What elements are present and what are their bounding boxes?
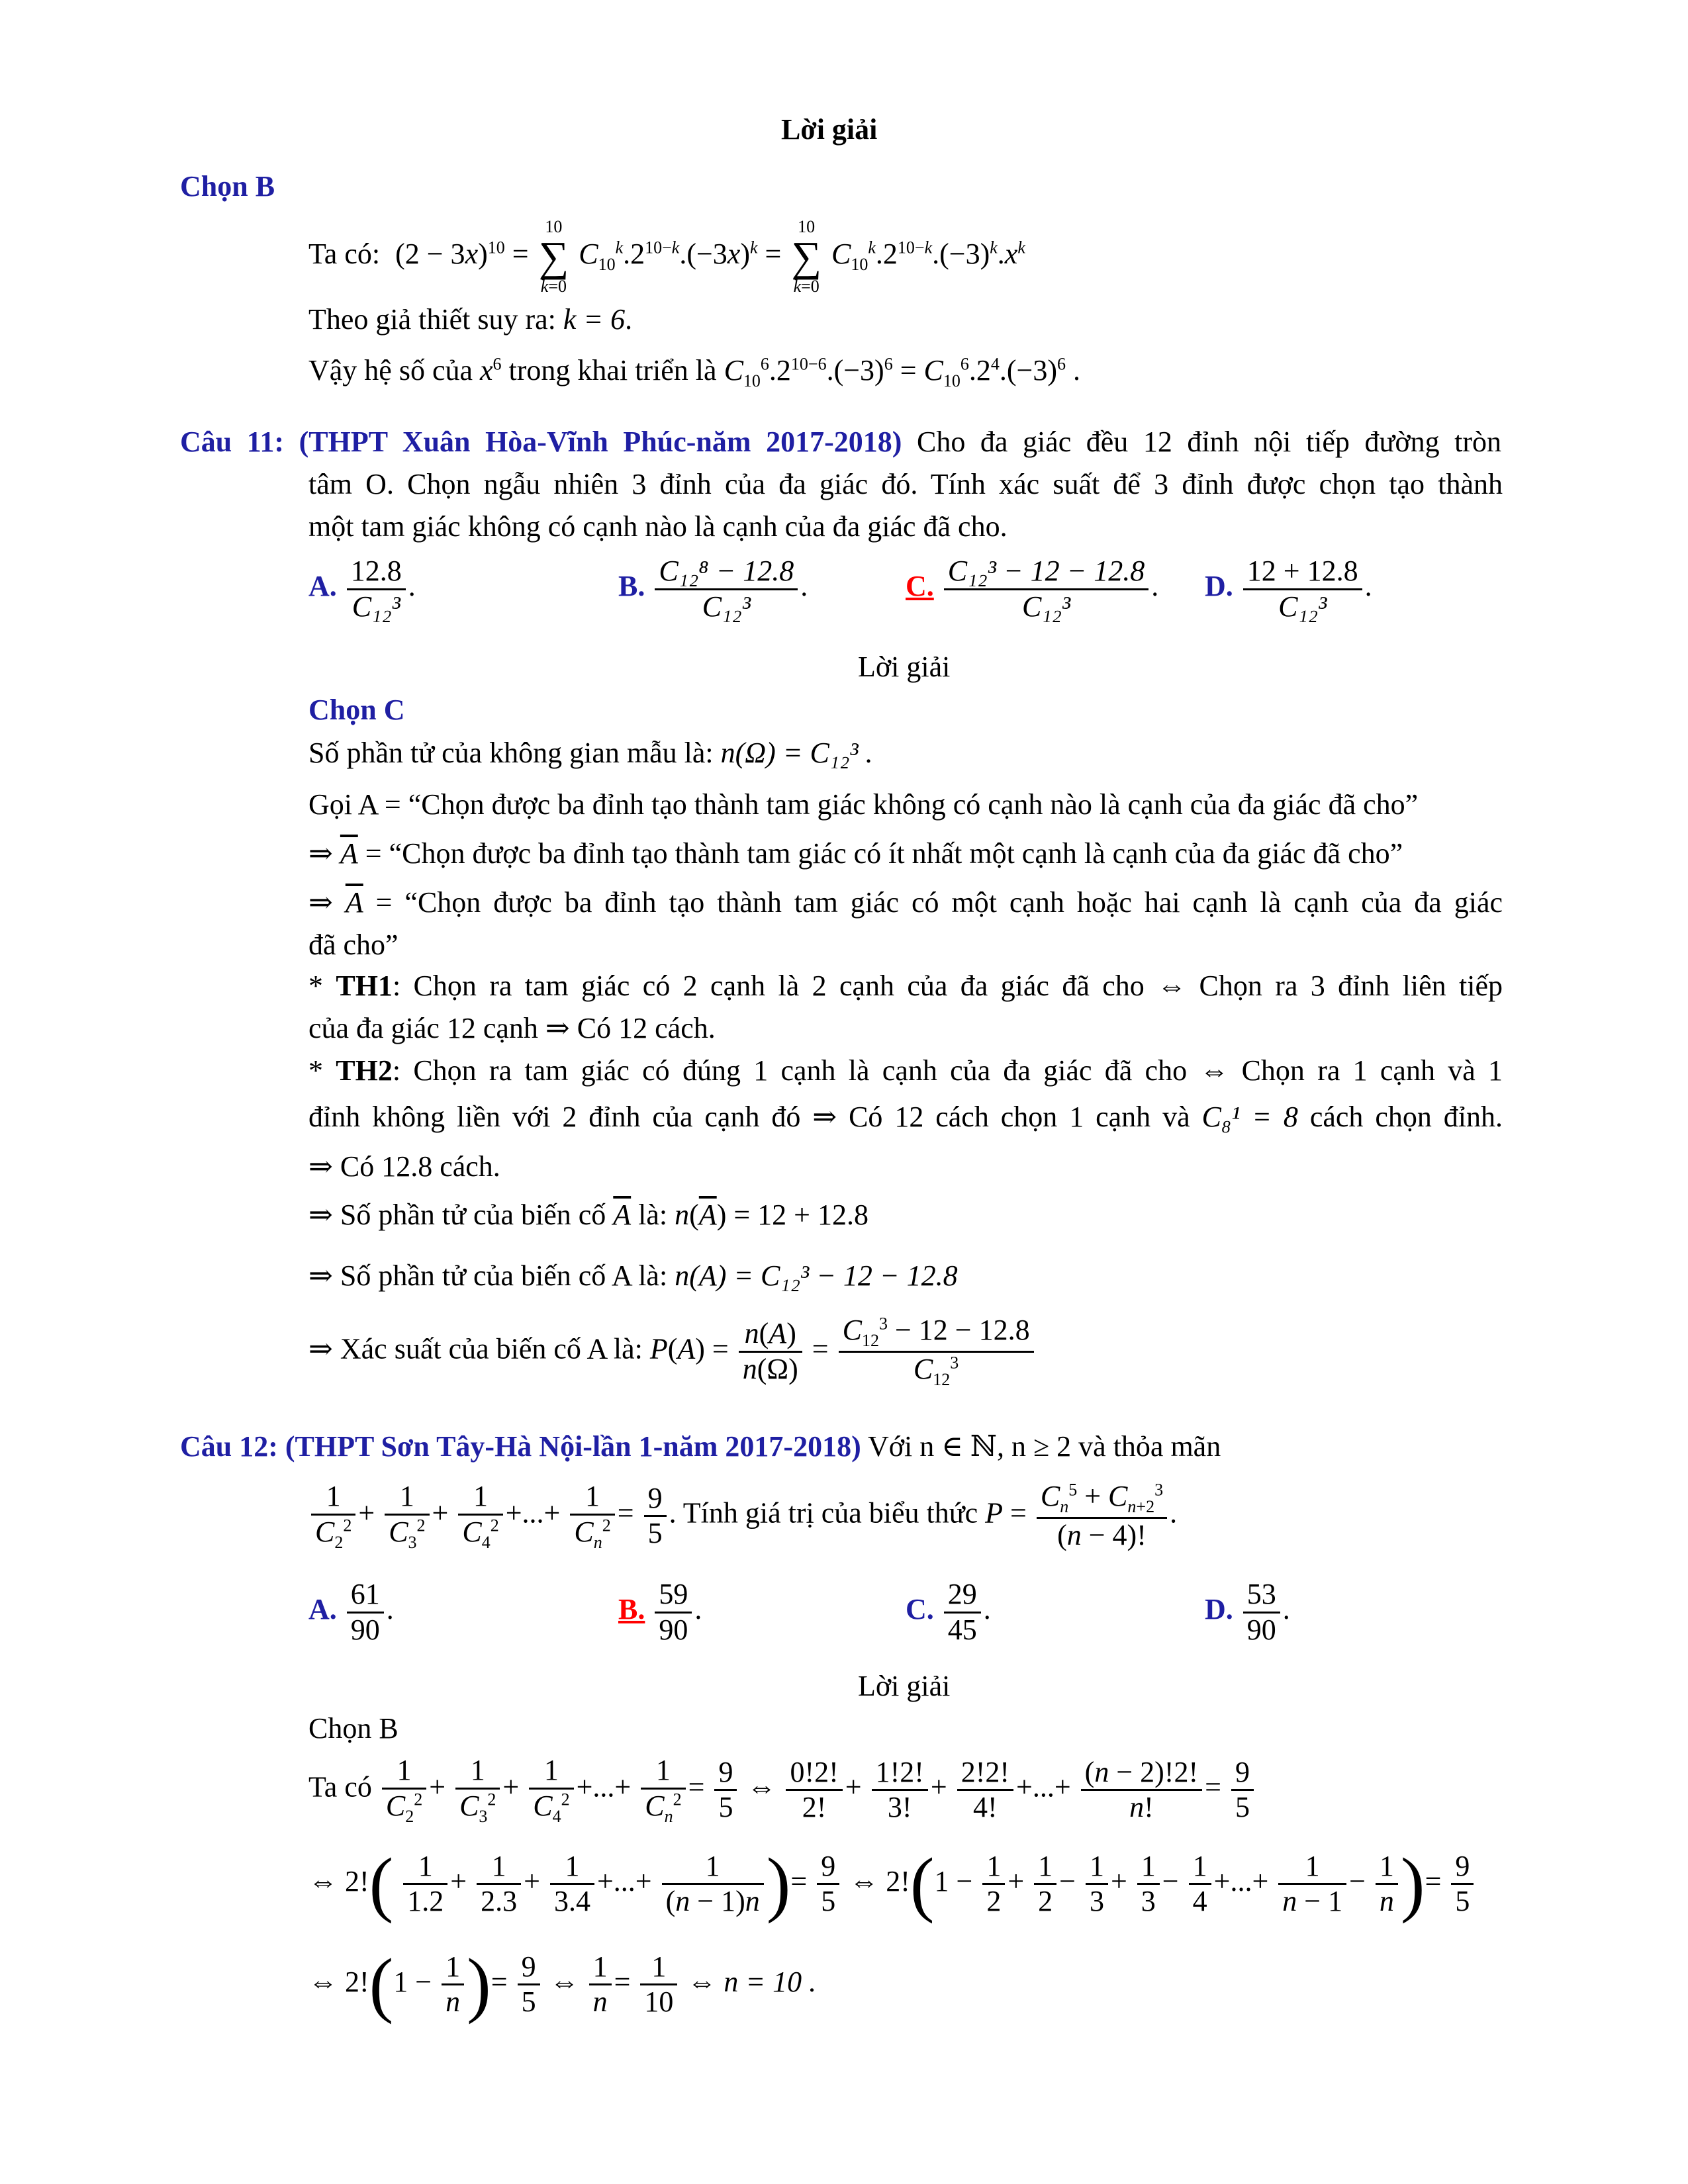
q11-s7 [308, 1257, 958, 1294]
q11-option-a-num: 12.8 [347, 555, 406, 590]
q12-option-d-key: D. [1205, 1593, 1233, 1626]
q11-source: (THPT Xuân Hòa-Vĩnh Phúc-năm 2017-2018) [299, 426, 902, 458]
prev-line3-mid: trong khai triển là [508, 354, 717, 387]
q12-option-c-den: 45 [947, 1613, 977, 1646]
q11-option-a-key: A. [308, 570, 337, 603]
q11-s4-text: = “Chọn được ba đỉnh tạo thành tam giác có một cạnh hoặc hai cạnh là cạnh của đa giác [375, 886, 1503, 919]
sum-symbol: 10 ∑ k=0 [538, 217, 569, 296]
q11-s3: ⇒ $\overline{A}$ = “Chọn được ba đỉnh tạo thành tam giác có ít nhất một cạnh là cạnh của đa giác đã cho” [308, 837, 1403, 870]
q11-th1b: của đa giác 12 cạnh ⇒ Có 12 cách. [308, 1012, 716, 1044]
q11-choose: Chọn C [308, 694, 405, 726]
prev-line2-text: Theo giả thiết suy ra: [308, 303, 556, 336]
q11-option-c-num: C₁₂³ − 12 − 12.8 [944, 555, 1149, 590]
q11-stem-2 [308, 466, 1503, 502]
q11-s1 [308, 735, 873, 771]
q11-option-d-num: 12 + 12.8 [1243, 555, 1362, 590]
q11-option-a[interactable]: A. $\frac{12.8}{\text{C₁₂³}}$ . [308, 555, 416, 623]
q11-s4b: đã cho” [308, 929, 399, 961]
q11-s8-text: ⇒ Xác suất của biến cố A là: [308, 1332, 643, 1365]
q11-option-b-den: C₁₂³ [702, 590, 751, 623]
q12-option-c-num: 29 [944, 1578, 981, 1614]
q11-option-a-den: C₁₂³ [352, 590, 400, 623]
q11-option-c-key: C. [906, 570, 934, 603]
q11-option-b-num: C₁₂⁸ − 12.8 [655, 555, 798, 590]
q12-line2-text: . Tính giá trị của biểu thức [669, 1496, 978, 1529]
q11-s8: ⇒ Xác suất của biến cố A là: P(A) = $\frac{n(A)}{n(\Omega)}$ = $\frac{C_{12}^3 - 12 - 12.8}{C_{12}^3}$ [308, 1314, 1037, 1389]
q12-label: Câu 12: [180, 1430, 278, 1463]
q11-stem [180, 424, 1504, 460]
q11-s4: ⇒ $\overline{A}$ = “Chọn được ba đỉnh tạo thành tam giác có một cạnh hoặc hai cạnh là cạnh của đa giác [308, 886, 1503, 919]
q12-option-b[interactable]: B. $\frac{59}{90}$ . [618, 1578, 702, 1646]
q12-option-d-num: 53 [1243, 1578, 1280, 1614]
q11-s7-text: ⇒ Số phần tử của biến cố A là: [308, 1259, 668, 1292]
q11-th2: * TH2: Chọn ra tam giác có đúng 1 cạnh là cạnh của đa giác đã cho ⇔ Chọn ra 1 cạnh và 1 [308, 1054, 1503, 1087]
q12-option-c-key: C. [906, 1593, 934, 1626]
q12-option-a-den: 90 [350, 1613, 380, 1646]
sum-symbol-2: 10 ∑ k=0 [791, 217, 821, 296]
th2b-end: cách chọn đỉnh. [1309, 1101, 1503, 1133]
q11-option-d-key: D. [1205, 570, 1233, 603]
prev-line3-text: Vậy hệ số của [308, 354, 473, 387]
q11-option-b[interactable]: B. $\frac{\text{C₁₂⁸ − 12.8}}{\text{C₁₂³}}$ . [618, 555, 808, 623]
q11-s1-math: n(Ω) = C₁₂³ . [720, 737, 873, 769]
q12-step3: ⇔ 2!(1 − $\frac{1}{n}$ )= $\frac{9}{5}$ ⇔ $\frac{1}{n}$ = $\frac{1}{10}$ ⇔ n = 10 . [308, 1944, 817, 2025]
q12-option-c[interactable]: C. $\frac{29}{45}$ . [906, 1578, 991, 1646]
q12-line1: Với n ∈ ℕ, n ≥ 2 và thỏa mãn [867, 1430, 1221, 1463]
q11-th1: * TH1: Chọn ra tam giác có 2 cạnh là 2 cạnh của đa giác đã cho ⇔ Chọn ra 3 đỉnh liên tiếp [308, 970, 1503, 1002]
q12-option-b-key: B. [618, 1593, 645, 1626]
q12-condition: $\frac{1}{C_2^2}$ + $\frac{1}{C_3^2}$ + $\frac{1}{C_4^2}$ +...+ $\frac{1}{C_n^2}$ = $\frac{9}{5}$ . Tính giá trị của biểu thức P = $\frac{C_n^5 + C_{n+2}^3}{(n - 4)!}$ . [308, 1480, 1177, 1552]
q11-s1-text: Số phần tử của không gian mẫu là: [308, 737, 714, 769]
q11-s6: ⇒ Số phần tử của biến cố $\overline{A}$ là: $n(\overline{A}) = 12 + 12.8$ [308, 1199, 868, 1231]
q12-step1: Ta có $\frac{1}{C_2^2}$ + $\frac{1}{C_3^2}$ + $\frac{1}{C_4^2}$ +...+ $\frac{1}{C_n^2}$ = $\frac{9}{5}$ ⇔ $\frac{0!2!}{2!}$ + $\frac{1!2!}{3!}$ + $\frac{2!2!}{4!}$ +...+ $\frac{(n - 2)!2!}{n!}$ = $\frac{9}{5}$ [308, 1754, 1256, 1826]
prev-expansion: Ta có: $(2 - 3x)^{10}$ = 10 ∑ k=0 $C_{10}^k.2^{10-k}.(-3x)^k$ = 10 ∑ k=0 $C_{10}^k.2^{10-k}.(-3)^k.x^k$ [308, 217, 1025, 296]
q11-option-d[interactable]: D. $\frac{12 + 12.8}{\text{C₁₂³}}$ . [1205, 555, 1372, 623]
q11-line2: tâm O. Chọn ngẫu nhiên 3 đỉnh của đa giác đó. Tính xác suất để 3 đỉnh được chọn tạo thành [308, 468, 1503, 500]
q12-option-a-key: A. [308, 1593, 337, 1626]
q11-label: Câu 11: [180, 426, 285, 458]
prev-line2: Theo giả thiết suy ra: k = 6. [308, 303, 633, 336]
th1-text: : Chọn ra tam giác có 2 cạnh là 2 cạnh của đa giác đã cho ⇔ Chọn ra 3 đỉnh liên tiếp [392, 970, 1503, 1002]
q11-option-b-key: B. [618, 570, 645, 603]
th2-text: : Chọn ra tam giác có đúng 1 cạnh là cạnh của đa giác đã cho ⇔ Chọn ra 1 cạnh và 1 [392, 1054, 1503, 1087]
q12-choose: Chọn B [308, 1712, 399, 1745]
prev-choose: Chọn B [180, 170, 275, 203]
th2b-math: C₈¹ = 8 [1201, 1101, 1298, 1133]
q12-option-b-den: 90 [659, 1613, 688, 1646]
q11-s6-math: = 12 + 12.8 [733, 1199, 868, 1231]
q11-option-d-den: C₁₂³ [1278, 590, 1327, 623]
q12-stem [180, 1428, 1221, 1465]
q12-source: (THPT Sơn Tây-Hà Nội-lần 1-năm 2017-2018) [285, 1430, 861, 1463]
th2b-text: đỉnh không liền với 2 đỉnh của cạnh đó ⇒ Có 12 cách chọn 1 cạnh và [308, 1101, 1190, 1133]
q12-final: ⇔ n = 10 . [687, 1965, 817, 1998]
q12-option-d-den: 90 [1246, 1613, 1276, 1646]
prev-line2-math: k = 6 [563, 303, 626, 336]
q11-s7-math: n(A) = C₁₂³ − 12 − 12.8 [675, 1259, 958, 1292]
prev-line1-label: Ta có: [308, 238, 381, 271]
q11-line1: Cho đa giác đều 12 đỉnh nội tiếp đường tròn [916, 426, 1502, 458]
q11-th2b [308, 1099, 1503, 1135]
a-bar: $\overline{A}$ [340, 837, 358, 870]
q11-s3-text: = “Chọn được ba đỉnh tạo thành tam giác có ít nhất một cạnh là cạnh của đa giác đã cho” [365, 837, 1403, 870]
q11-option-c[interactable]: C. $\frac{\text{C₁₂³ − 12 − 12.8}}{\text{C₁₂³}}$ . [906, 555, 1159, 623]
q12-option-d[interactable]: D. $\frac{53}{90}$ . [1205, 1578, 1290, 1646]
th1-label: TH1 [336, 970, 393, 1002]
q11-line3: một tam giác không có cạnh nào là cạnh của đa giác đã cho. [308, 510, 1008, 543]
q12-step2: ⇔ 2!( $\frac{1}{1.2}$ + $\frac{1}{2.3}$ + $\frac{1}{3.4}$ +...+ $\frac{1}{(n - 1)n}$ )= $\frac{9}{5}$ ⇔ 2!(1 − $\frac{1}{2}$ + $\frac{1}{2}$ − $\frac{1}{3}$ + $\frac{1}{3}$ − $\frac{1}{4}$ +...+ $\frac{1}{n - 1}$ − $\frac{1}{n}$ )= $\frac{9}{5}$ [308, 1839, 1476, 1930]
q12-answer-heading: Lời giải [858, 1670, 951, 1702]
q11-option-c-den: C₁₂³ [1021, 590, 1071, 623]
th2-label: TH2 [336, 1054, 393, 1087]
q11-answer-heading: Lời giải [858, 651, 951, 683]
prev-line3: Vậy hệ số của $x^6$ trong khai triển là $C_{10}^6.2^{10-6}.(-3)^6 = C_{10}^6.2^4.(-3)^6$ . [308, 354, 1081, 390]
q12-option-b-num: 59 [655, 1578, 692, 1614]
q11-s5: ⇒ Có 12.8 cách. [308, 1150, 500, 1183]
q12-option-a-num: 61 [347, 1578, 384, 1614]
q11-s6-text: ⇒ Số phần tử của biến cố [308, 1199, 606, 1231]
page-heading: Lời giải [781, 113, 878, 146]
q12-ta-co: Ta có [308, 1770, 372, 1803]
q11-s6-end: là: [638, 1199, 668, 1231]
q11-s2: Gọi A = “Chọn được ba đỉnh tạo thành tam giác không có cạnh nào là cạnh của đa giác đã cho” [308, 788, 1419, 821]
q12-option-a[interactable]: A. $\frac{61}{90}$ . [308, 1578, 394, 1646]
